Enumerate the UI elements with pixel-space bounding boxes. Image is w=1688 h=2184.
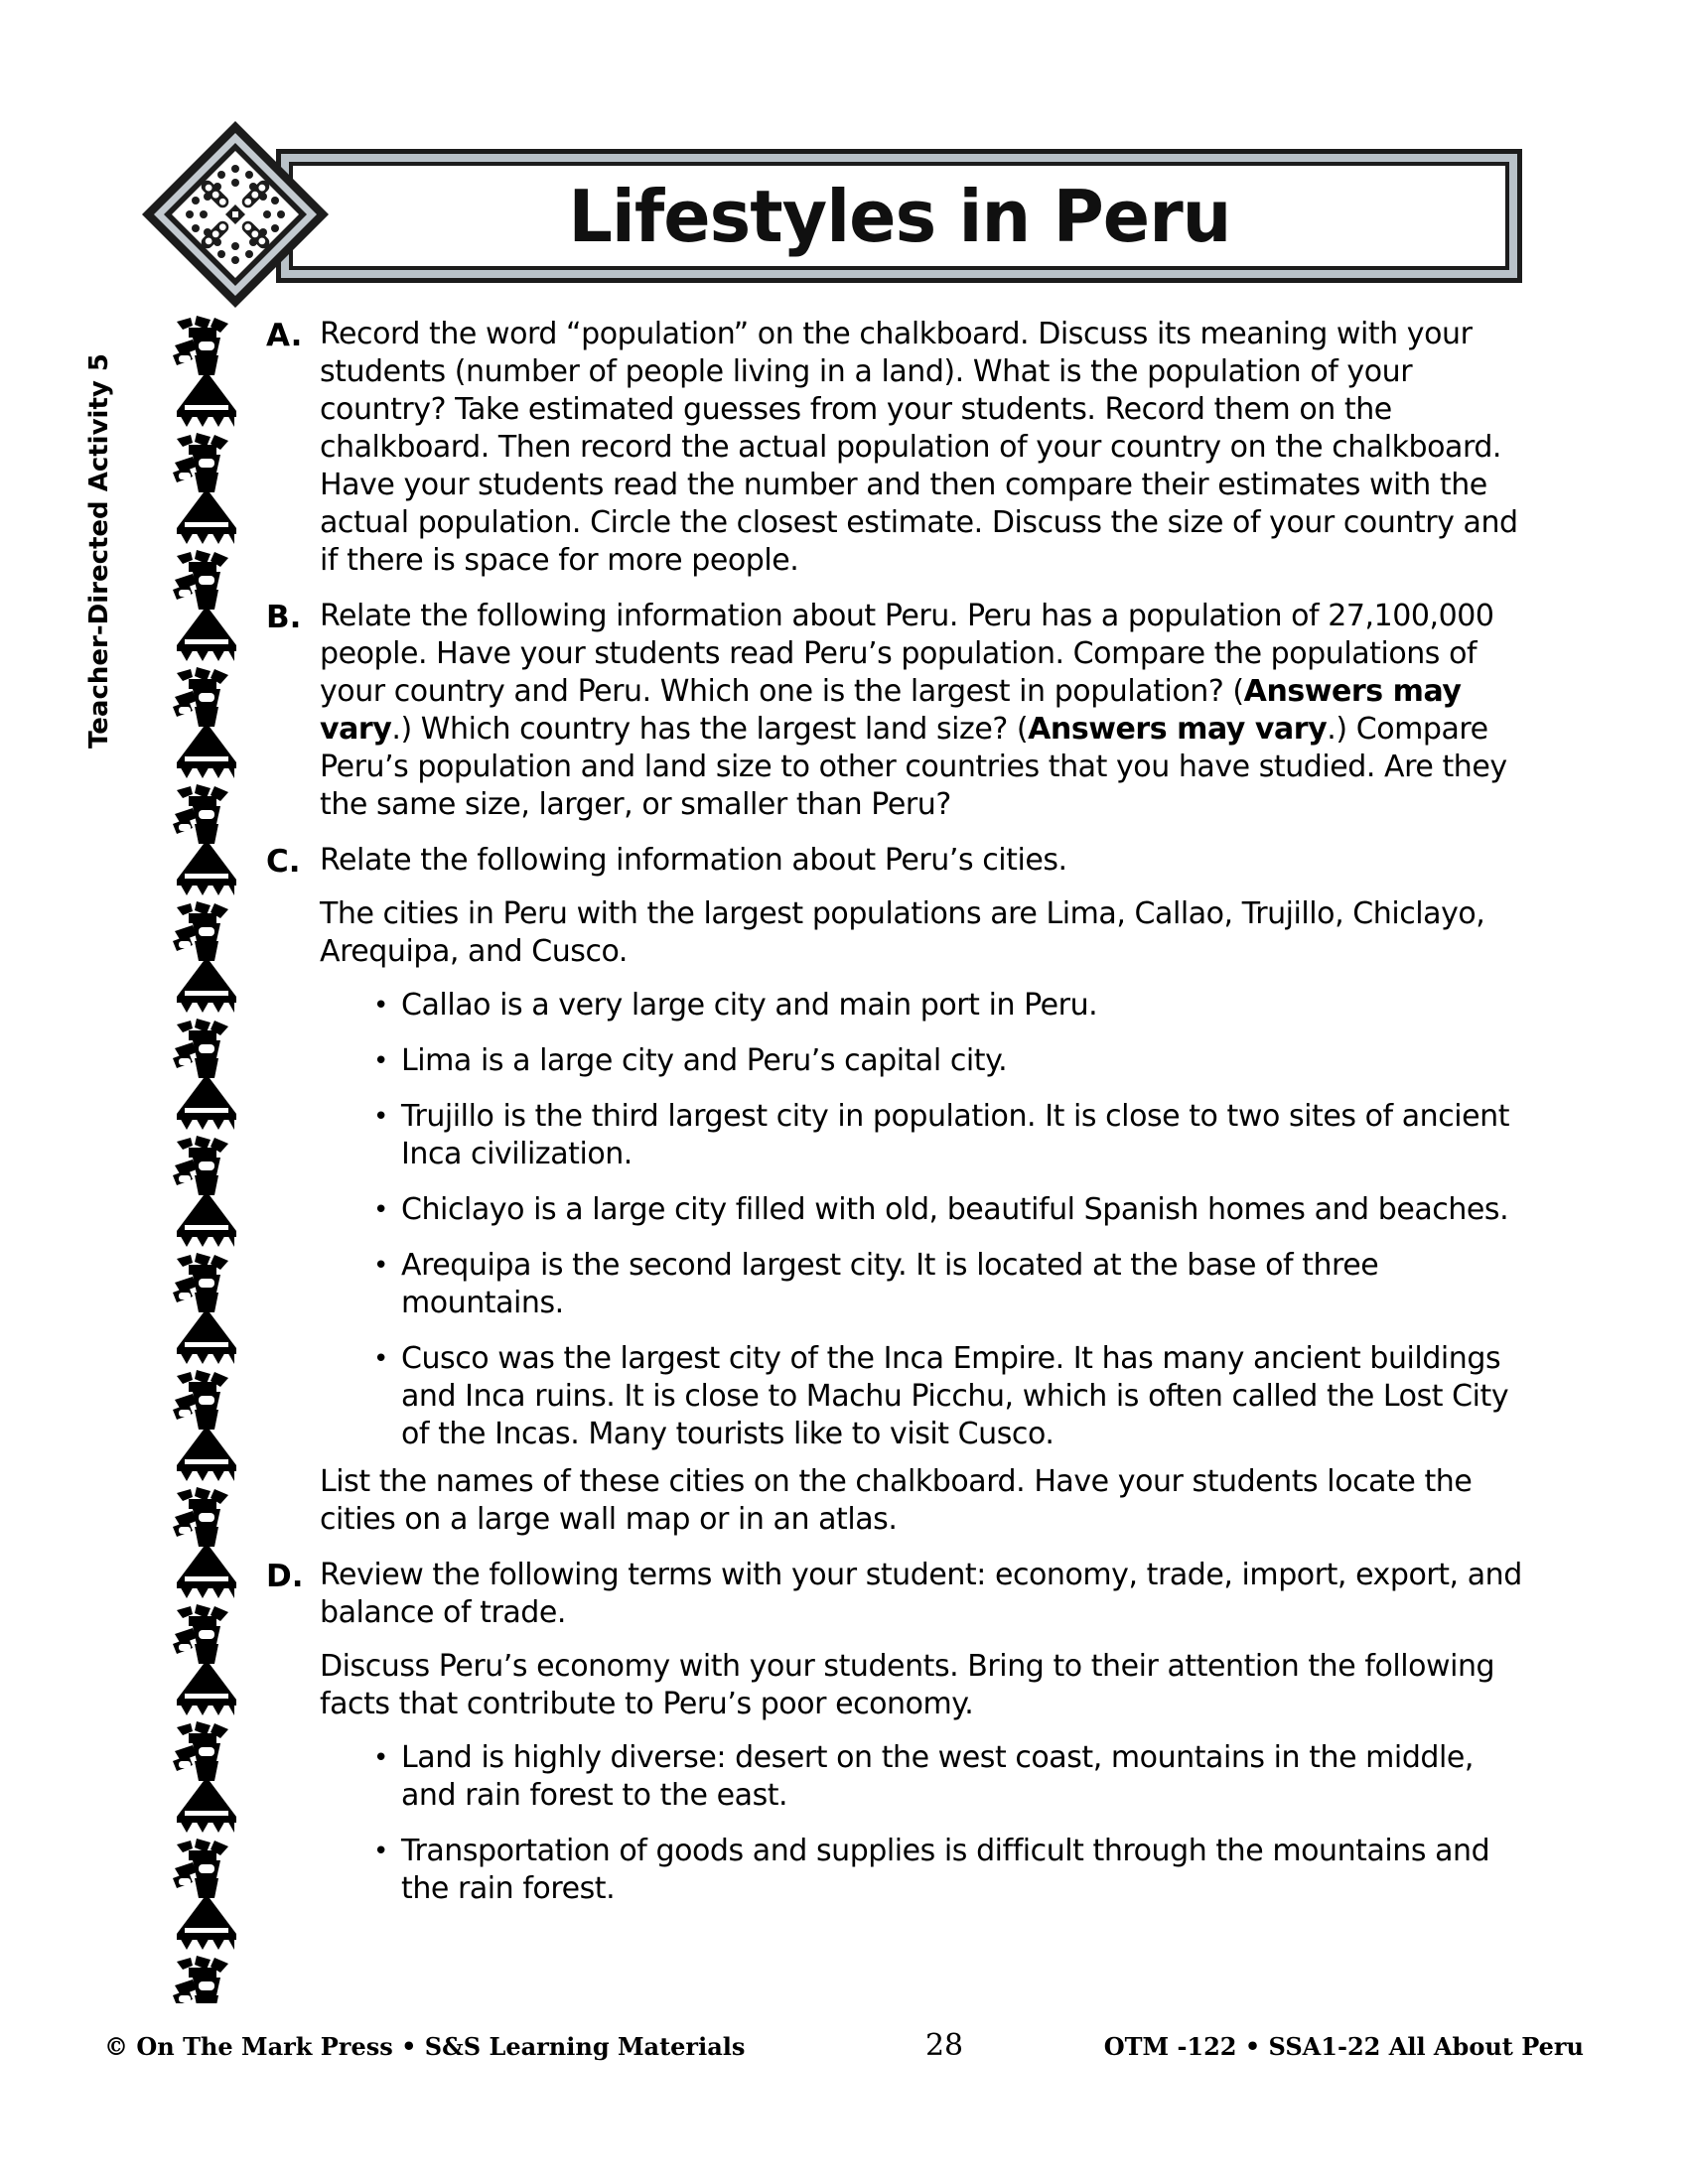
footer-copyright: © On The Mark Press • S&S Learning Materials (104, 2032, 746, 2061)
item-letter: C. (266, 844, 301, 880)
title-banner (276, 149, 1522, 283)
text-run: .) Compare Peru’s population and land size to other countries that you have studied. Are they the same size, larger, or smaller than Peru? (320, 712, 1507, 822)
page-footer (104, 2028, 1584, 2063)
text-run: .) Which country has the largest land size? ( (391, 712, 1029, 747)
paragraph (320, 842, 1529, 880)
activity-item-d (266, 1557, 1529, 1918)
paragraph (320, 1557, 1529, 1632)
item-letter: B. (266, 600, 302, 635)
list-item-text: Callao is a very large city and main port in Peru. (401, 988, 1098, 1023)
item-letter: A. (266, 318, 303, 353)
text-run: Relate the following information about Peru’s cities. (320, 843, 1067, 878)
list-item-text: Arequipa is the second largest city. It is located at the base of three mountains. (401, 1248, 1379, 1320)
activity-content (266, 316, 1529, 1936)
list-item (369, 1247, 1529, 1322)
page-number: 28 (924, 2028, 964, 2063)
list-item-text: Chiclayo is a large city filled with old, beautiful Spanish homes and beaches. (401, 1192, 1509, 1227)
bullet-dot-icon: • (373, 1195, 388, 1225)
answer-note: Answers may vary (1028, 712, 1328, 747)
bullet-dot-icon: • (373, 1251, 388, 1281)
bullet-dot-icon: • (373, 1046, 388, 1076)
economy-facts-list (320, 1739, 1529, 1908)
paragraph (320, 598, 1529, 824)
item-body (320, 316, 1529, 580)
list-item (369, 1098, 1529, 1173)
list-item-text: Land is highly diverse: desert on the west coast, mountains in the middle, and rain forest to the east. (401, 1740, 1474, 1813)
page-header (0, 0, 1688, 308)
activity-side-label: Teacher-Directed Activity 5 (84, 353, 114, 749)
paragraph (320, 1463, 1529, 1539)
list-item-text: Cusco was the largest city of the Inca Empire. It has many ancient buildings and Inca ruins. It is close to Machu Picchu, which is often called the Lost City of the Incas. Many tourists like to visit Cusco. (401, 1341, 1509, 1451)
item-body (320, 1557, 1529, 1918)
list-item (369, 1042, 1529, 1080)
footer-product-code: OTM -122 • SSA1-22 All About Peru (1103, 2032, 1584, 2061)
list-item-text: Trujillo is the third largest city in population. It is close to two sites of ancient Inca civilization. (401, 1099, 1510, 1171)
list-item (369, 1833, 1529, 1908)
list-item (369, 1340, 1529, 1453)
list-item-text: Transportation of goods and supplies is difficult through the mountains and the rain forest. (401, 1834, 1490, 1906)
bullet-dot-icon: • (373, 1102, 388, 1132)
list-item-text: Lima is a large city and Peru’s capital city. (401, 1043, 1008, 1078)
text-run: The cities in Peru with the largest populations are Lima, Callao, Trujillo, Chiclayo, Arequipa, and Cusco. (320, 896, 1485, 969)
item-body (320, 598, 1529, 824)
title-banner-inner (289, 162, 1509, 270)
item-letter: D. (266, 1559, 304, 1594)
item-body (320, 842, 1529, 1539)
text-run: Review the following terms with your student: economy, trade, import, export, and balance of trade. (320, 1558, 1522, 1630)
page-title: Lifestyles in Peru (567, 174, 1231, 258)
activity-item-a (266, 316, 1529, 580)
paragraph (320, 316, 1529, 580)
text-run: Record the word “population” on the chalkboard. Discuss its meaning with your students (number of people living in a land). What is the population of your country? Take estimated guesses from your students. Record them on the chalkboard. Then record the actual population of your country on the chalkboard. Have your students read the number and then compare their estimates with the actual population. Circle the closest estimate. Discuss the size of your country and if there is space for more people. (320, 317, 1518, 578)
bullet-dot-icon: • (373, 991, 388, 1021)
text-run: Discuss Peru’s economy with your students. Bring to their attention the following facts that contribute to Peru’s poor economy. (320, 1649, 1495, 1721)
text-run: Relate the following information about Peru. Peru has a population of 27,100,000 people. Have your students read Peru’s population. Compare the populations of your country and Peru. Which one is the largest in population? ( (320, 599, 1494, 709)
text-run: List the names of these cities on the chalkboard. Have your students locate the cities on a large wall map or in an atlas. (320, 1464, 1473, 1537)
city-facts-list (320, 987, 1529, 1453)
bullet-dot-icon: • (373, 1344, 388, 1374)
inca-diamond-emblem-icon (138, 117, 333, 312)
paragraph (320, 895, 1529, 971)
bullet-dot-icon: • (373, 1743, 388, 1773)
paragraph (320, 1648, 1529, 1723)
activity-item-b (266, 598, 1529, 824)
list-item (369, 1191, 1529, 1229)
bullet-dot-icon: • (373, 1837, 388, 1866)
list-item (369, 987, 1529, 1024)
inca-bird-motif-border-icon (171, 316, 242, 2003)
activity-item-c (266, 842, 1529, 1539)
answer-note: Answers may vary (320, 674, 1462, 747)
list-item (369, 1739, 1529, 1815)
